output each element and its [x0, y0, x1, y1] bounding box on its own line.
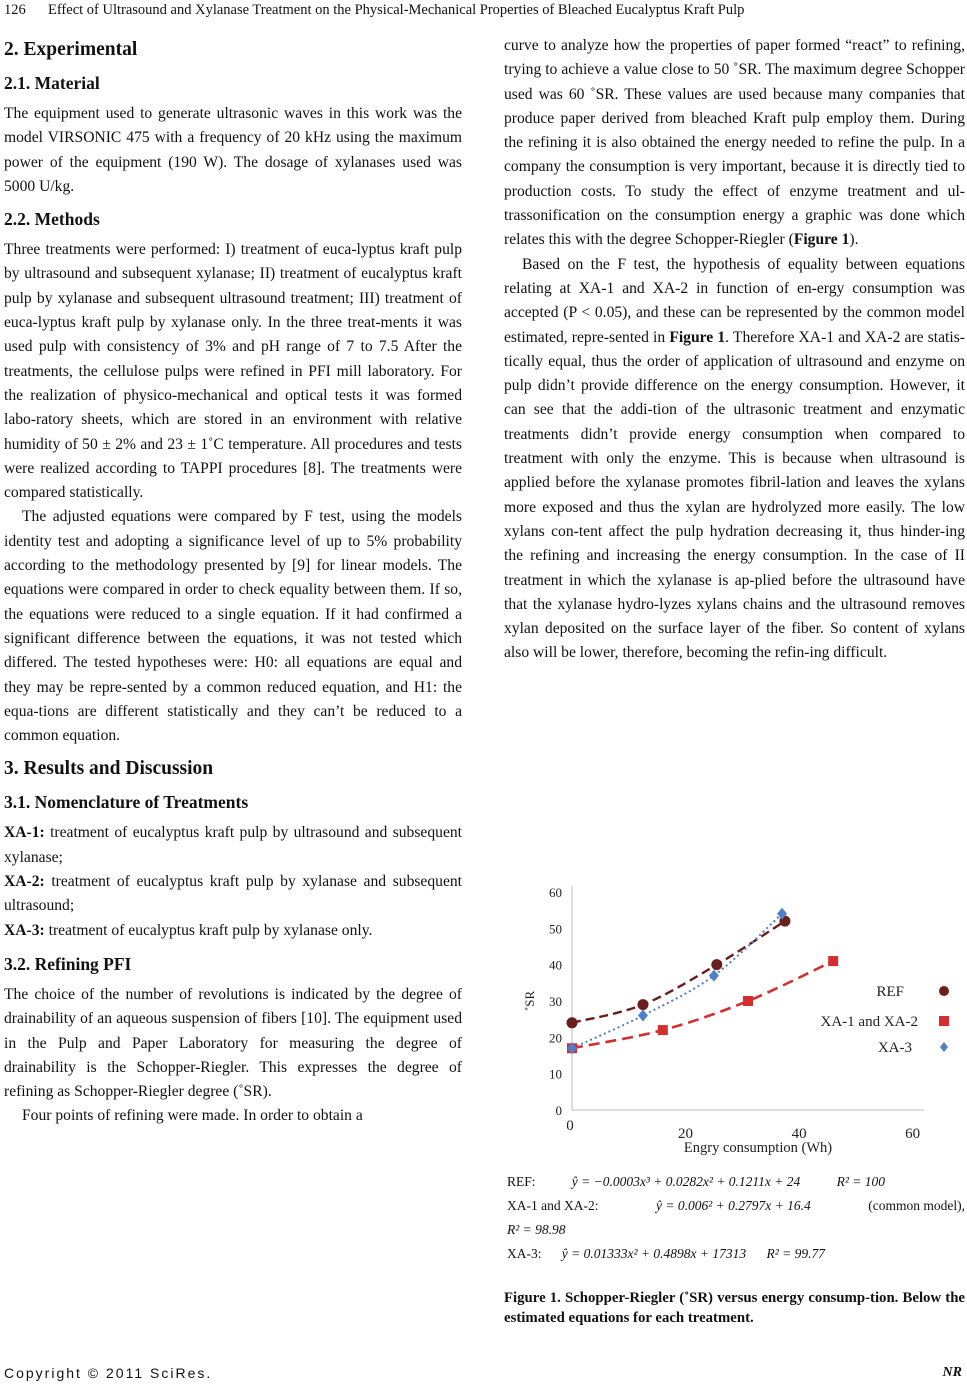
data-point — [828, 956, 838, 966]
subsection-heading-nomenclature: 3.1. Nomenclature of Treatments — [4, 792, 249, 813]
y-tick-label: 0 — [555, 1103, 562, 1118]
subsection-heading-material: 2.1. Material — [4, 73, 100, 93]
paragraph-refining-2: Four points of refining were made. In order to obtain a — [22, 1107, 363, 1125]
text-xa1: treatment of eucalyptus kraft pulp by ultrasound and subsequent xylanase; — [4, 824, 462, 866]
equation-ref-r2: R² = 100 — [836, 1174, 885, 1189]
label-xa2: XA-2: — [4, 873, 45, 891]
series-curve — [572, 921, 785, 1023]
figure-ref-2[interactable]: Figure 1 — [669, 328, 726, 346]
y-tick-label: 10 — [549, 1066, 562, 1082]
data-point — [743, 996, 753, 1006]
legend-marker — [939, 1016, 949, 1026]
equation-xa3 — [507, 1242, 965, 1266]
x-axis-label: Engry consumption (Wh) — [683, 1140, 833, 1156]
text-continued-end: ). — [849, 231, 859, 249]
equation-xa3-r2: R² = 99.77 — [766, 1246, 825, 1261]
section-heading-experimental: 2. Experimental — [4, 39, 138, 60]
x-tick-label: 20 — [678, 1126, 694, 1142]
text-xa3: treatment of eucalyptus kraft pulp by xylanase only. — [44, 921, 373, 939]
paragraph-methods-1: Three treatments were performed: I) treatment of euca-lyptus kraft pulp by ultrasound and subsequent xylanase; II) treatment of eucalyptus kraft pulp by xylanase and subsequent ultrasound treatment; III) treatment of euca-lyptus kraft pulp by xylanase only. In the three treat-ments it was used pulp with consistency of 3% and pH range of 7 to 7.5 After the treatments, the cellulose pulps were refined in PFI mill laboratory. For the realization of physico-mechanical and optical tests it was formed labo-ratory sheets, which are stored in an environment with relative humidity of 50 ± 2% and 23 ± 1˚C temperature. All procedures and tests were realized according to TAPPI procedures [8]. The treatments were compared statistically. — [4, 241, 462, 502]
data-point — [658, 1025, 668, 1035]
text-continued: curve to analyze how the properties of paper formed “react” to refining, trying to achieve a value close to 50 ˚SR. The maximum degree Schopper used was 60 ˚SR. These values are used because many companies that produce paper derived from bleached Kraft pulp employ them. During the refining it is also obtained the energy needed to refine the pulp. In a company the consumption is very important, because it is directly tied to production costs. To study the effect of enzyme treatment and ul-trassonification on the consumption energy a graphic was done which relates this with the degree Schopper-Riegler ( — [504, 37, 965, 249]
x-tick-label: 40 — [791, 1126, 807, 1142]
left-column — [4, 34, 462, 1129]
x-tick-label: 0 — [566, 1118, 574, 1134]
figure-caption: Figure 1. Schopper-Riegler (˚SR) versus energy consump-tion. Below the estimated equations for each treatment. — [504, 1290, 965, 1326]
equation-xa12-label: XA-1 and XA-2: — [507, 1198, 599, 1213]
page-number: 126 — [4, 2, 26, 18]
y-tick-label: 30 — [549, 994, 562, 1009]
y-tick-label: 60 — [549, 885, 562, 900]
chart-marks — [567, 908, 839, 1054]
data-point — [637, 999, 648, 1010]
paragraph-continued — [504, 34, 965, 253]
legend-label: XA-3 — [877, 1040, 912, 1056]
equation-xa3-formula: ŷ = 0.01333x² + 0.4898x + 17313 — [561, 1246, 747, 1261]
chart — [504, 876, 965, 1166]
text-ftest-b: . Therefore XA-1 and XA-2 are statis-tically equal, thus the order of application of ultrasound and enzyme on pulp didn’t provide difference on the energy consumption. However, it can see that the addi-tion of the ultrasonic treatment and enzymatic treatments didn’t provide energy consumption when compared to treatment with only the enzyme. This is because when ultrasound is applied before the xylanase promotes fibril-lation and leaves the xylans more exposed and thus the xylan are hydrolyzed more easily. The low xylans con-tent affect the pulp hydration decreasing it, thus hinder-ing the refining and increasing the energy consumption. In the case of II treatment in which the xylanase is ap-plied before the ultrasound have that the xylanase hydro-lyzes xylans chains and the ultrasound removes xylan deposited on the surface layer of the fiber. So content of xylans also will be lower, therefore, becoming the refin-ing difficult. — [504, 328, 965, 662]
running-title: Effect of Ultrasound and Xylanase Treatment on the Physical-Mechanical Properties of Bleached Eucalyptus Kraft Pulp — [48, 2, 745, 18]
equation-ref-label: REF: — [507, 1174, 536, 1189]
data-point — [711, 959, 722, 970]
paragraph-refining-1: The choice of the number of revolutions is indicated by the degree of drainability of an aqueous suspension of fibers [10]. The equipment used in the Pulp and Paper Laboratory for measuring the degree of drainability is the Schopper-Riegler. This expresses the degree of refining as Schopper-Riegler degree (˚SR). — [4, 985, 462, 1101]
running-header — [4, 2, 954, 24]
y-tick-label: 50 — [549, 921, 562, 937]
subsection-heading-refining: 3.2. Refining PFI — [4, 953, 132, 974]
text-ftest-a: Based on the F test, the hypothesis of equality between equations relating at XA-1 and XA-2 in function of en-ergy consumption was accepted (P < 0.05), and these can be represented by the common model estimated, repre-sented in — [504, 255, 965, 346]
equation-xa12-r2-row — [507, 1218, 965, 1242]
page-footer — [4, 1365, 962, 1381]
figure-ref-1[interactable]: Figure 1 — [793, 231, 850, 249]
equations-block — [507, 1170, 965, 1266]
series-curve — [572, 914, 782, 1048]
y-tick-label: 40 — [549, 957, 562, 973]
text-xa2: treatment of eucalyptus kraft pulp by xylanase and subsequent ultrasound; — [4, 873, 462, 915]
y-tick-label: 20 — [549, 1030, 562, 1046]
chart-legend — [821, 984, 949, 1056]
equation-xa3-label: XA-3: — [507, 1246, 542, 1261]
right-column — [504, 34, 965, 666]
equation-xa12-formula: ŷ = 0.006² + 0.2797x + 16.4 — [656, 1198, 811, 1213]
figure-1 — [504, 876, 965, 1166]
data-point — [638, 1010, 648, 1022]
paragraph-ftest — [504, 253, 965, 666]
equation-xa12-r2: R² = 98.98 — [507, 1222, 566, 1237]
paragraph-xa2 — [4, 870, 462, 919]
equation-ref — [507, 1170, 965, 1194]
copyright: Copyright © 2011 SciRes. — [4, 1365, 213, 1381]
equation-ref-formula: ŷ = −0.0003x³ + 0.0282x² + 0.1211x + 24 — [571, 1174, 801, 1189]
paragraph-xa1 — [4, 821, 462, 870]
section-heading-results: 3. Results and Discussion — [4, 758, 214, 780]
paragraph-methods-2: The adjusted equations were compared by F test, using the models identity test and adopting a significance level of up to 5% probability according to the methodology presented by [9] for linear models. The equations were compared in order to check equality between them. If so, the equations were reduced to a single equation. If it had confirmed a significant difference between the equations, it was not tested which differed. The tested hypotheses were: H0: all equations are equal and they may be repre-sented by a common reduced equation, and H1: the equa-tions are different statistically and they can’t be reduced to a common equation. — [4, 508, 462, 745]
label-xa1: XA-1: — [4, 824, 45, 842]
x-tick-label: 60 — [905, 1126, 921, 1142]
subsection-heading-methods: 2.2. Methods — [4, 209, 100, 230]
paragraph-material: The equipment used to generate ultrasonic waves in this work was the model VIRSONIC 475 with a frequency of 20 kHz using the maximum power of the equipment (190 W). The dosage of xylanases used was 5000 U/kg. — [4, 105, 462, 195]
data-point — [567, 1017, 578, 1028]
journal-abbrev: NR — [942, 1365, 962, 1380]
equation-xa12 — [507, 1194, 965, 1218]
chart-curves — [572, 914, 833, 1048]
equation-xa12-note: (common model), — [868, 1198, 965, 1213]
legend-label: XA-1 and XA-2 — [820, 1014, 918, 1030]
label-xa3: XA-3: — [4, 921, 45, 939]
legend-marker — [939, 986, 949, 996]
legend-label: REF — [876, 984, 904, 1000]
paragraph-xa3 — [4, 919, 462, 943]
y-axis-label: ˚SR — [522, 990, 537, 1012]
data-point — [709, 970, 719, 982]
legend-marker — [940, 1042, 948, 1052]
